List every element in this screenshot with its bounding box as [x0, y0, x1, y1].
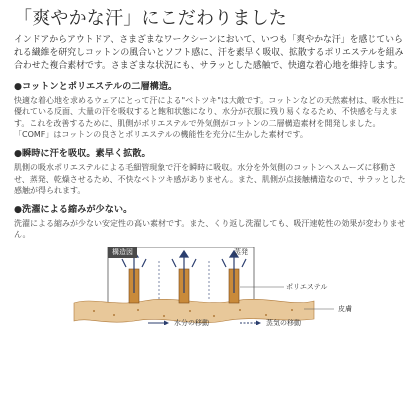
vapor-arrows	[122, 251, 246, 293]
water-legend-arrow	[164, 320, 169, 325]
page	[14, 8, 406, 412]
vapor-move-label: 蒸気の移動	[266, 318, 301, 327]
page-title: 「爽やかな汗」にこだわりました	[14, 8, 287, 29]
section-body-absorb: 肌側の吸水ポリエステルによる毛細管現象で汗を瞬時に吸収。水分を外気側のコットンへスムーズに移動させ、蒸発、乾燥させるため、不快なベトツキ感がありません。また、肌側が点接触構造なので、サラッとした感触が得られます。	[14, 162, 406, 196]
figure-box-label: 構造図	[108, 247, 137, 258]
section-heading-absorb: ●瞬時に汗を吸収。素早く拡散。	[14, 147, 151, 159]
section-body-structure: 快適な着心地を求めるウェアにとって汗による"ベトツキ"は大敵です。コットンなどの天然素材は、吸水性に優れている反面、大量の汗を吸収すると飽和状態になり、水分が衣服に残り易くなるため、不快感を与えます。これを改善するために、肌側がポリエステルで外気側がコットンの二層構造素材を開発しました。「COMF」はコットンの良さとポリエステルの機能性を充分に生かした素材です。	[14, 95, 405, 140]
skin-label: 皮膚	[338, 304, 352, 313]
structure-diagram	[14, 247, 406, 325]
polyester-label: ポリエステル	[286, 282, 328, 291]
section-heading-shrink: ●洗濯による縮みが少ない。	[14, 203, 133, 215]
evaporation-label: 蒸発	[234, 247, 248, 256]
intro-text: インドアからアウトドア、さまざまなワークシーンにおいて、いつも「爽やかな汗」を感じていられる繊維を研究しコットンの風合いとソフト感に、汗を素早く吸収、拡散するポリエステルを組み合わせた複合素材です。さまざまな状況にも、サラッとした感触で、快適な着心地を維持します。	[14, 35, 404, 72]
section-body-shrink: 洗濯による縮みが少ない安定性の高い素材です。また、くり返し洗濯しても、吸汗速乾性の効果が変わりません。	[14, 218, 406, 240]
vapor-legend-arrow	[256, 320, 261, 325]
water-move-label: 水分の移動	[174, 318, 209, 327]
section-heading-structure: ●コットンとポリエステルの二層構造。	[14, 80, 178, 92]
